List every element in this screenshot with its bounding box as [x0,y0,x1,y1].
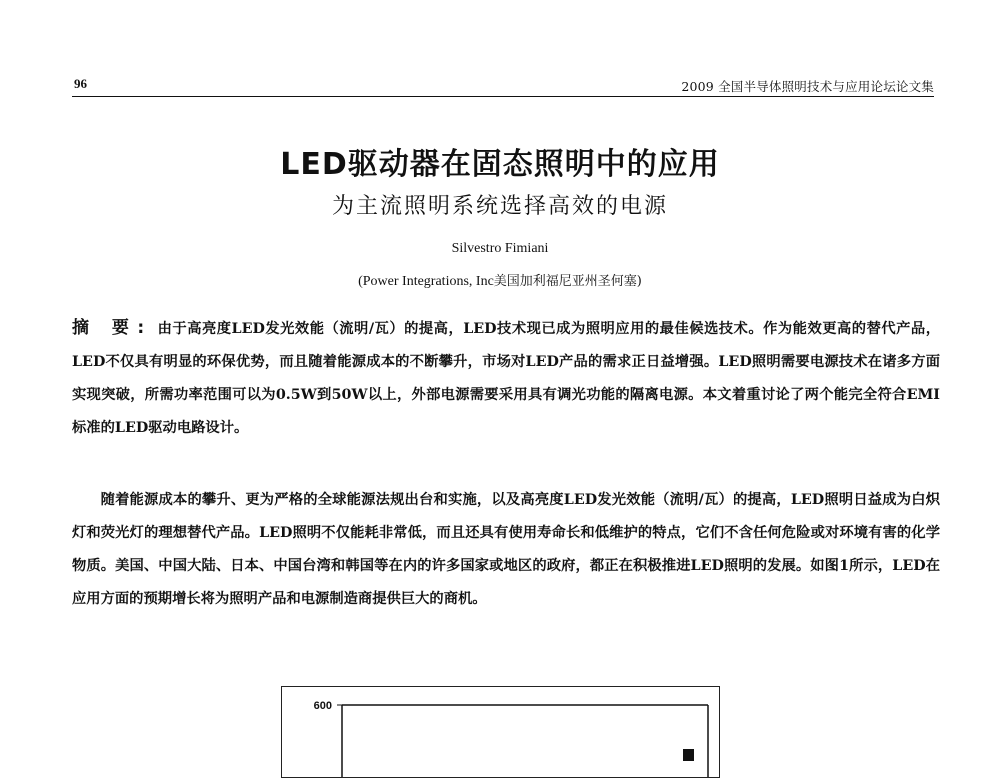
author-affiliation [0,270,1000,290]
chart-legend-swatch [683,749,694,761]
affiliation-company: (Power Integrations, Inc [358,274,494,289]
abstract-text: 由于高亮度LED发光效能（流明/瓦）的提高，LED技术现已成为照明应用的最佳候选技术。作为能效更高的替代产品，LED不仅具有明显的环保优势，而且随着能源成本的不断攀升，市场对LED产品的需求正日益增强。LED照明需要电源技术在诸多方面实现突破，所需功率范围可以为0.5W到50W以上，外部电源需要采用具有调光功能的隔离电源。本文着重讨论了两个能完全符合EMI标准的LED驱动电路设计。 [72,321,940,436]
page-number: 96 [74,76,87,91]
figure-1-chart [282,687,719,777]
journal-title: 2009 全国半导体照明技术与应用论坛论文集 [681,79,934,94]
author-name: Silvestro Fimiani [451,241,549,256]
affiliation-location: 美国加利福尼亚州圣何塞) [493,274,642,289]
running-header [72,76,934,97]
abstract-label: 摘 要: [72,318,153,338]
figure-1-frame [281,686,720,778]
article-title: LED驱动器在固态照明中的应用 [280,147,720,182]
body-paragraph-1: 随着能源成本的攀升、更为严格的全球能源法规出台和实施，以及高亮度LED发光效能（流明/瓦）的提高，LED照明日益成为白炽灯和荧光灯的理想替代产品。LED照明不仅能耗非常低，而且还具有使用寿命长和低维护的特点，它们不含任何危险或对环境有害的化学物质。美国、中国大陆、日本、中国台湾和韩国等在内的许多国家或地区的政府，都正在积极推进LED照明的发展。如图1所示，LED在应用方面的预期增长将为照明产品和电源制造商提供巨大的商机。 [72,492,940,607]
article-subtitle: 为主流照明系统选择高效的电源 [331,194,668,219]
chart-y-tick-label: 600 [313,700,332,712]
abstract [72,312,940,445]
